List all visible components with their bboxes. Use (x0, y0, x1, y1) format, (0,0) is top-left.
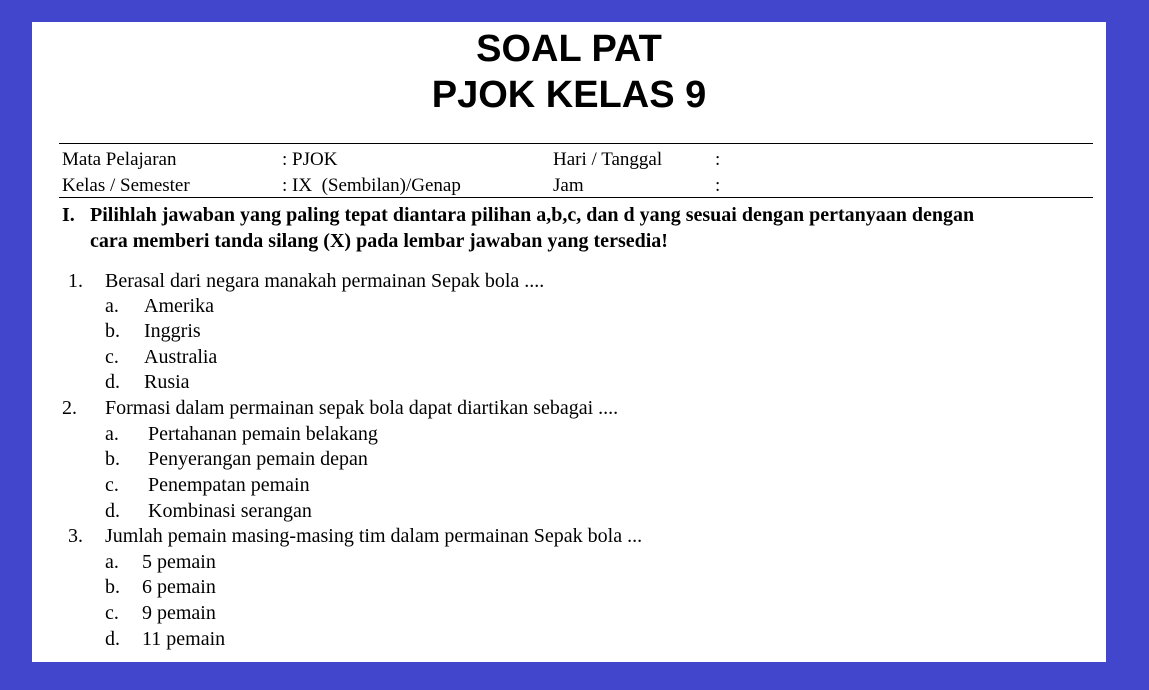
document-subtitle: PJOK KELAS 9 (431, 74, 707, 116)
option-letter: b. (105, 576, 120, 598)
option-letter: a. (105, 295, 119, 317)
option-text: Amerika (144, 295, 214, 317)
option-letter: c. (105, 602, 119, 624)
option-text: 6 pemain (142, 576, 216, 598)
subject-value: : PJOK (282, 149, 338, 170)
day-label: Hari / Tanggal (553, 149, 663, 170)
question-text: Jumlah pemain masing-masing tim dalam permainan Sepak bola ... (105, 525, 643, 547)
question-number: 2. (62, 397, 77, 419)
option-letter: a. (105, 423, 119, 445)
option-letter: c. (105, 346, 119, 368)
option-text: 5 pemain (142, 551, 216, 573)
option-text: Rusia (144, 371, 190, 393)
option-text: 11 pemain (142, 628, 226, 650)
subject-label: Mata Pelajaran (62, 149, 177, 170)
instruction-line-1: Pilihlah jawaban yang paling tepat diantara pilihan a,b,c, dan d yang sesuai dengan pertanyaan dengan (90, 204, 975, 226)
day-value: : (715, 149, 721, 170)
class-value: : IX (Sembilan)/Genap (282, 175, 461, 196)
time-value: : (715, 175, 721, 196)
question-number: 1. (68, 270, 83, 292)
option-text: 9 pemain (142, 602, 216, 624)
top-divider (59, 143, 1093, 144)
option-text: Kombinasi serangan (148, 500, 312, 522)
time-label: Jam (553, 175, 584, 196)
option-text: Pertahanan pemain belakang (148, 423, 378, 445)
option-text: Australia (144, 346, 218, 368)
option-letter: b. (105, 320, 120, 342)
bottom-divider (59, 197, 1093, 198)
class-label: Kelas / Semester (62, 175, 190, 196)
question-text: Berasal dari negara manakah permainan Sepak bola .... (105, 270, 545, 292)
document-title: SOAL PAT (476, 28, 662, 70)
instruction-line-2: cara memberi tanda silang (X) pada lembar jawaban yang tersedia! (90, 230, 668, 252)
option-letter: d. (105, 500, 120, 522)
question-text: Formasi dalam permainan sepak bola dapat diartikan sebagai .... (105, 397, 619, 419)
instruction-number: I. (62, 204, 75, 226)
option-letter: d. (105, 628, 120, 650)
option-letter: d. (105, 371, 120, 393)
option-letter: a. (105, 551, 119, 573)
document-page (32, 22, 1106, 662)
option-text: Penyerangan pemain depan (148, 448, 368, 470)
question-number: 3. (68, 525, 83, 547)
option-letter: b. (105, 448, 120, 470)
option-letter: c. (105, 474, 119, 496)
option-text: Inggris (144, 320, 201, 342)
option-text: Penempatan pemain (148, 474, 310, 496)
